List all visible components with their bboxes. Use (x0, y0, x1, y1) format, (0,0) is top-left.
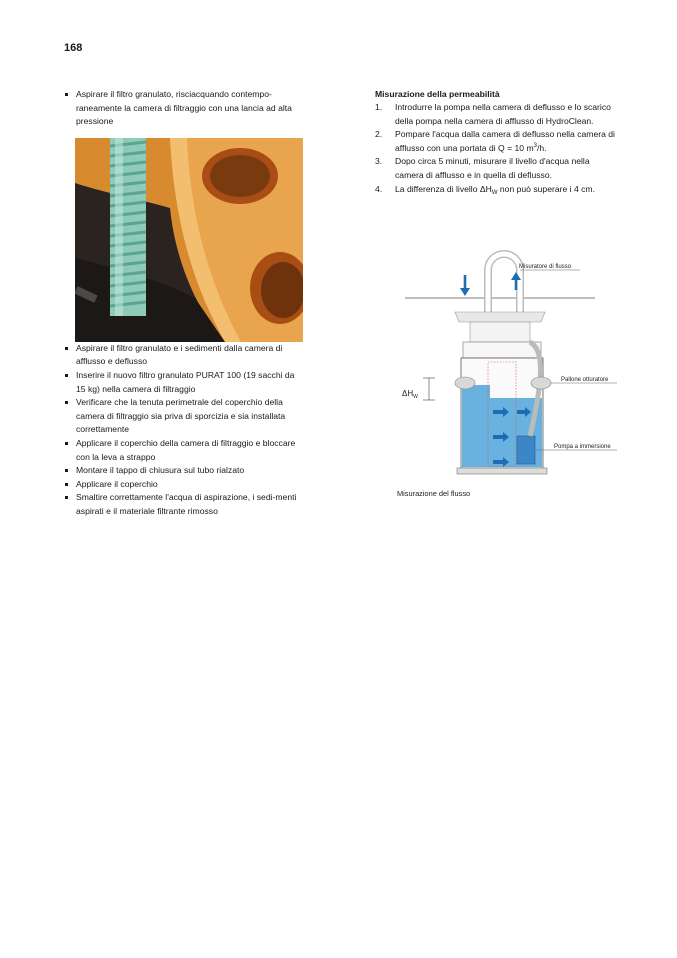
plug-balloon-label: Pallone otturatore (561, 377, 609, 383)
bullet-list-main (64, 342, 304, 519)
step-text: Introdurre la pompa nella camera di deflusso e lo scarico della pompa nella camera di afflusso di HydroClean. (395, 102, 611, 126)
list-item: Applicare il coperchio (64, 478, 304, 492)
step-item (375, 183, 615, 197)
steps-list (375, 101, 615, 196)
step-text: Dopo circa 5 minuti, misurare il livello d'acqua nella camera di afflusso e in quella di deflusso. (395, 156, 590, 180)
filter-vacuum-photo (75, 138, 303, 342)
step-number: 2. (375, 129, 383, 140)
list-item: Smaltire correttamente l'acqua di aspirazione, i sedi-menti aspirati e il materiale filtrante rimosso (64, 491, 304, 518)
step-text: La differenza di livello $\Delta H_W$ non può superare i 4 cm. (395, 183, 595, 196)
step-item (375, 101, 615, 128)
right-column (375, 88, 615, 196)
figure-caption: Misurazione del flusso (397, 489, 471, 498)
list-item: Aspirare il filtro granulato e i sedimenti dalla camera di afflusso e deflusso (64, 342, 304, 369)
step-item (375, 155, 615, 182)
list-item: Verificare che la tenuta perimetrale del coperchio della camera di filtraggio sia priva di sporcizia e sia installata correttamente (64, 396, 304, 437)
step-text: Pompare l'acqua dalla camera di deflusso nella camera di afflusso con una portata di Q = 10 $m^3/h$. (395, 129, 615, 153)
left-column (64, 88, 304, 519)
list-item: Inserire il nuovo filtro granulato PURAT 100 (19 sacchi da 15 kg) nella camera di filtraggio (64, 369, 304, 396)
pump-label: Pompa a immersione (554, 444, 611, 450)
step-item (375, 128, 615, 155)
step-number: 4. (375, 183, 383, 194)
step-number: 3. (375, 156, 383, 167)
list-item: Applicare il coperchio della camera di filtraggio e bloccare con la leva a strappo (64, 437, 304, 464)
step-number: 1. (375, 102, 383, 112)
list-item: Aspirare il filtro granulato, risciacquando contempo-raneamente la camera di filtraggio con una lancia ad alta pressione (64, 88, 304, 129)
flow-meter-label: Misuratore di flusso (519, 264, 572, 270)
delta-h-label: $\Delta H_W$ (402, 389, 418, 400)
list-item: Montare il tappo di chiusura sul tubo rialzato (64, 464, 304, 478)
flow-measurement-diagram (395, 250, 625, 490)
page-number: 168 (64, 42, 83, 54)
bullet-list-top (64, 88, 304, 129)
section-heading: Misurazione della permeabilità (375, 89, 500, 99)
